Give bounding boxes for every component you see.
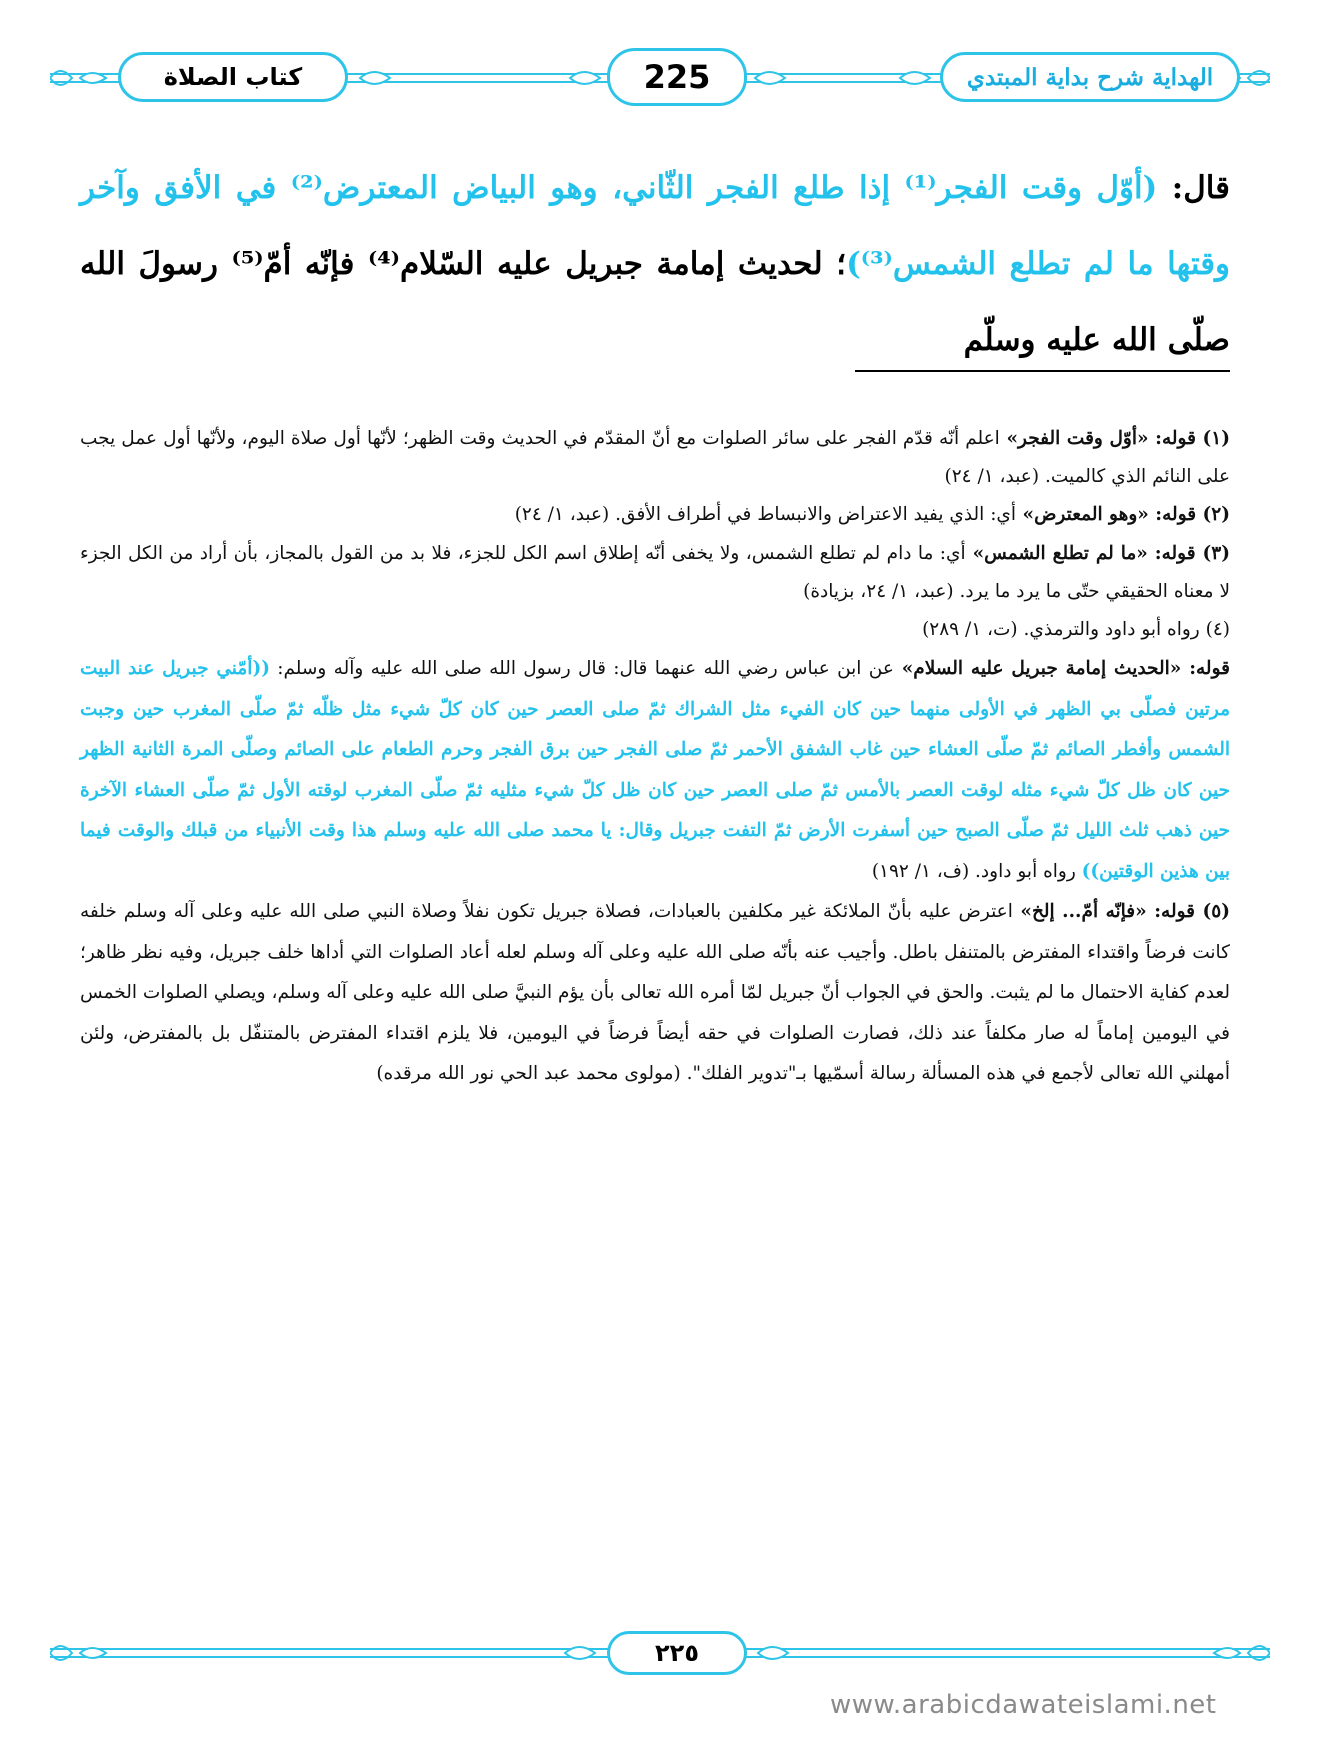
footnote-5-label: (٥) قوله: «فإنّه أمّ... إلخ»: [1012, 901, 1230, 923]
hadith-label: قوله: «الحديث إمامة جبريل عليه السلام»: [893, 658, 1230, 680]
main-text: [80, 150, 1230, 378]
hadith-source: رواه أبو داود. (ف، ١/ ١٩٢): [871, 860, 1082, 882]
qala-word: قال:: [1157, 170, 1230, 206]
footnote-1: [80, 420, 1230, 496]
footnote-separator: [855, 370, 1230, 372]
hadith-intro: عن ابن عباس رضي الله عنهما قال: قال رسول الله صلى الله عليه وآله وسلم:: [269, 658, 894, 680]
footnote-1-label: (١) قوله: «أوّل وقت الفجر»: [999, 428, 1230, 449]
footnote-3-label: (٣) قوله: «ما لم تطلع الشمس»: [965, 542, 1230, 564]
footnote-5: [80, 892, 1230, 1095]
footnote-4: [80, 611, 1230, 649]
footer-page-number: ٢٢٥: [607, 1631, 747, 1675]
footnote-3: [80, 535, 1230, 611]
book-title: الهداية شرح بداية المبتدي: [940, 52, 1240, 102]
website-watermark: www.arabicdawateislami.net: [830, 1690, 1217, 1720]
main-commentary: ؛ لحديث إمامة جبريل عليه السّلام⁽⁴⁾ فإنّه أمّ⁽⁵⁾ رسولَ الله صلّى الله عليه وسلّم: [80, 246, 1230, 358]
footnote-4-text: (٤) رواه أبو داود والترمذي. (ت، ١/ ٢٨٩): [922, 619, 1230, 641]
book-section-label: كتاب الصلاة: [118, 52, 348, 102]
hadith-note: [80, 649, 1230, 892]
footnote-5-text: اعترض عليه بأنّ الملائكة غير مكلفين بالعبادات، فصلاة جبريل تكون نفلاً وصلاة النبي صلى الله عليه وعلى آله وسلم خلفه كانت فرضاً واقتداء المفترض بالمتنفل باطل. وأجيب عنه بأنّه صلى الله عليه وعلى آله وسلم لعله أعاد الصلوات التي أداها خلف جبريل، وفيه نظر ظاهر؛ لعدم كفاية الاحتمال ما لم يثبت. والحق في الجواب أنّ جبريل لمّا أمره الله تعالى بأن يؤم النبيَّ صلى الله عليه وعلى آله وسلم، ويصلي الصلوات الخمس في اليومين إماماً له صار مكلفاً عند ذلك، فصارت الصلوات في حقه أيضاً فرضاً في اليومين، فلا يلزم اقتداء المفترض بالمتنفّل بل بالمفترض، ولئن أمهلني الله تعالى لأجمع في هذه المسألة رسالة أسمّيها بـ"تدوير الفلك". (مولوى محمد عبد الحي نور الله مرقده): [80, 901, 1230, 1085]
page-footer: [50, 1625, 1270, 1685]
footnote-2: [80, 496, 1230, 534]
footnote-2-text: أي: الذي يفيد الاعتراض والانبساط في أطراف الأفق. (عبد، ١/ ٢٤): [514, 504, 1017, 526]
page-header: [50, 40, 1270, 120]
footnote-2-label: (٢) قوله: «وهو المعترض»: [1016, 504, 1230, 526]
hadith-text: ((أمّني جبريل عند البيت مرتين فصلّى بي الظهر في الأولى منهما حين كان الفيء مثل الشراك ثمّ صلى العصر حين كان كلّ شيء مثل ظلّه ثمّ صلّى المغرب حين وجبت الشمس وأفطر الصائم ثمّ صلّى العشاء حين غاب الشفق الأحمر ثمّ صلى الفجر حين برق الفجر وحرم الطعام على الصائم وصلّى المرة الثانية الظهر حين كان ظل كلّ شيء مثله لوقت العصر بالأمس ثمّ صلى العصر حين كان ظل كلّ شيء مثليه ثمّ صلّى المغرب لوقته الأول ثمّ صلّى العشاء الآخرة حين ذهب ثلث الليل ثمّ صلّى الصبح حين أسفرت الأرض ثمّ التفت جبريل وقال: يا محمد صلى الله عليه وسلم هذا وقت الأنبياء من قبلك والوقت فيما بين هذين الوقتين)): [80, 658, 1230, 882]
footnote-1-text: اعلم أنّه قدّم الفجر على سائر الصلوات مع أنّ المقدّم في الحديث وقت الظهر؛ لأنّها أول صلاة اليوم، ولأنّها أول عمل يجب على النائم الذي كالميت. (عبد، ١/ ٢٤): [80, 428, 1230, 488]
footnote-3-text: أي: ما دام لم تطلع الشمس، ولا يخفى أنّه إطلاق اسم الكل للجزء، فلا بد من القول بالمجاز، بأن أراد من الكل الجزء لا معناه الحقيقي حتّى ما يرد ما يرد. (عبد، ١/ ٢٤، بزيادة): [80, 542, 1230, 602]
footnotes: [80, 420, 1230, 1095]
page-number: 225: [607, 48, 747, 106]
matn-text: (أوّل وقت الفجر⁽¹⁾ إذا طلع الفجر الثّاني، وهو البياض المعترض⁽²⁾ في الأفق وآخر وقتها ما لم تطلع الشمس⁽³⁾): [80, 170, 1230, 282]
